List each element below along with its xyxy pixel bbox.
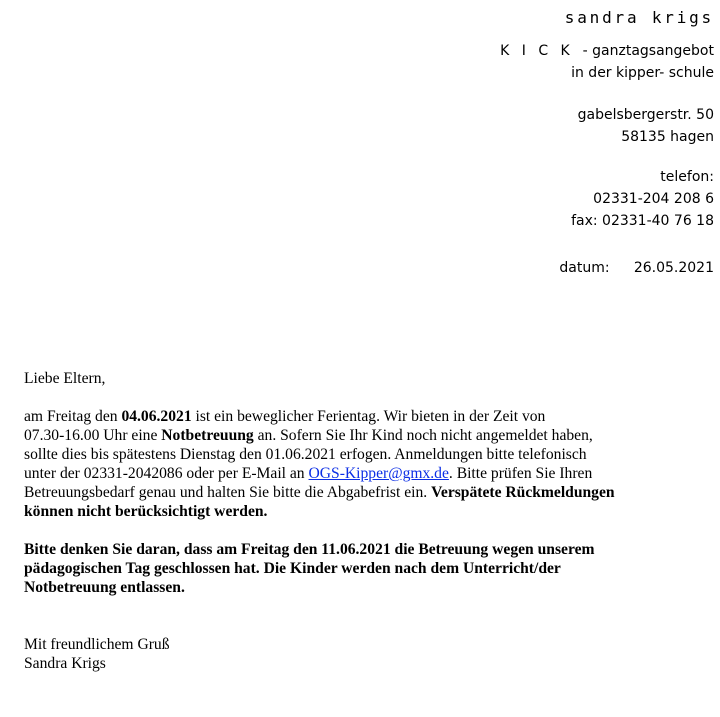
phone-number: 02331-204 208 6 bbox=[593, 191, 714, 207]
late-reply-notice-cont: können nicht berücksichtigt werden. bbox=[24, 503, 268, 520]
text-segment: . Bitte prüfen Sie Ihren bbox=[448, 465, 593, 482]
holiday-date: 04.06.2021 bbox=[121, 408, 192, 425]
organization bbox=[294, 40, 714, 84]
late-reply-notice: Verspätete Rückmeldungen bbox=[431, 484, 615, 501]
text-line: Bitte denken Sie daran, dass am Freitag den 11.06.2021 die Betreuung wegen unserem bbox=[24, 541, 595, 558]
text-line: Notbetreuung entlassen. bbox=[24, 579, 185, 596]
paragraph-holiday bbox=[24, 407, 720, 521]
sender-name: sandra krigs bbox=[564, 8, 714, 27]
emergency-care-term: Notbetreuung bbox=[161, 427, 254, 444]
text-segment: unter der 02331-2042086 oder per E-Mail an bbox=[24, 465, 309, 482]
text-segment: ist ein beweglicher Ferientag. Wir bieten in der Zeit von bbox=[191, 408, 546, 425]
date-value: 26.05.2021 bbox=[633, 260, 714, 276]
paragraph-closure bbox=[24, 540, 720, 597]
text-segment: am Freitag den bbox=[24, 408, 122, 425]
street: gabelsbergerstr. 50 bbox=[577, 107, 714, 123]
fax-number: fax: 02331-40 76 18 bbox=[571, 213, 714, 229]
org-school: in der kipper- schule bbox=[571, 65, 714, 81]
contact bbox=[294, 166, 714, 232]
closing-block bbox=[24, 635, 720, 673]
signature: Sandra Krigs bbox=[24, 655, 106, 672]
salutation: Liebe Eltern, bbox=[24, 370, 106, 387]
text-segment: 07.30-16.00 Uhr eine bbox=[24, 427, 162, 444]
closing-phrase: Mit freundlichem Gruß bbox=[24, 636, 170, 653]
address bbox=[294, 104, 714, 148]
date-line bbox=[294, 257, 714, 279]
org-subtitle: - ganztagsangebot bbox=[582, 43, 714, 59]
date-label: datum: bbox=[559, 260, 610, 276]
letterhead bbox=[294, 6, 714, 279]
text-segment: Betreuungsbedarf genau und halten Sie bitte die Abgabefrist ein. bbox=[24, 484, 432, 501]
email-link[interactable]: OGS-Kipper@gmx.de bbox=[308, 465, 449, 482]
org-kick: K I C K bbox=[500, 43, 574, 59]
city: 58135 hagen bbox=[621, 129, 714, 145]
text-line: pädagogischen Tag geschlossen hat. Die Kinder werden nach dem Unterricht/der bbox=[24, 560, 561, 577]
text-segment: an. Sofern Sie Ihr Kind noch nicht angemeldet haben, bbox=[253, 427, 593, 444]
phone-label: telefon: bbox=[660, 169, 714, 185]
letter-body bbox=[24, 369, 720, 692]
text-line: sollte dies bis spätestens Dienstag den 01.06.2021 erfogen. Anmeldungen bitte telefonisch bbox=[24, 446, 587, 463]
